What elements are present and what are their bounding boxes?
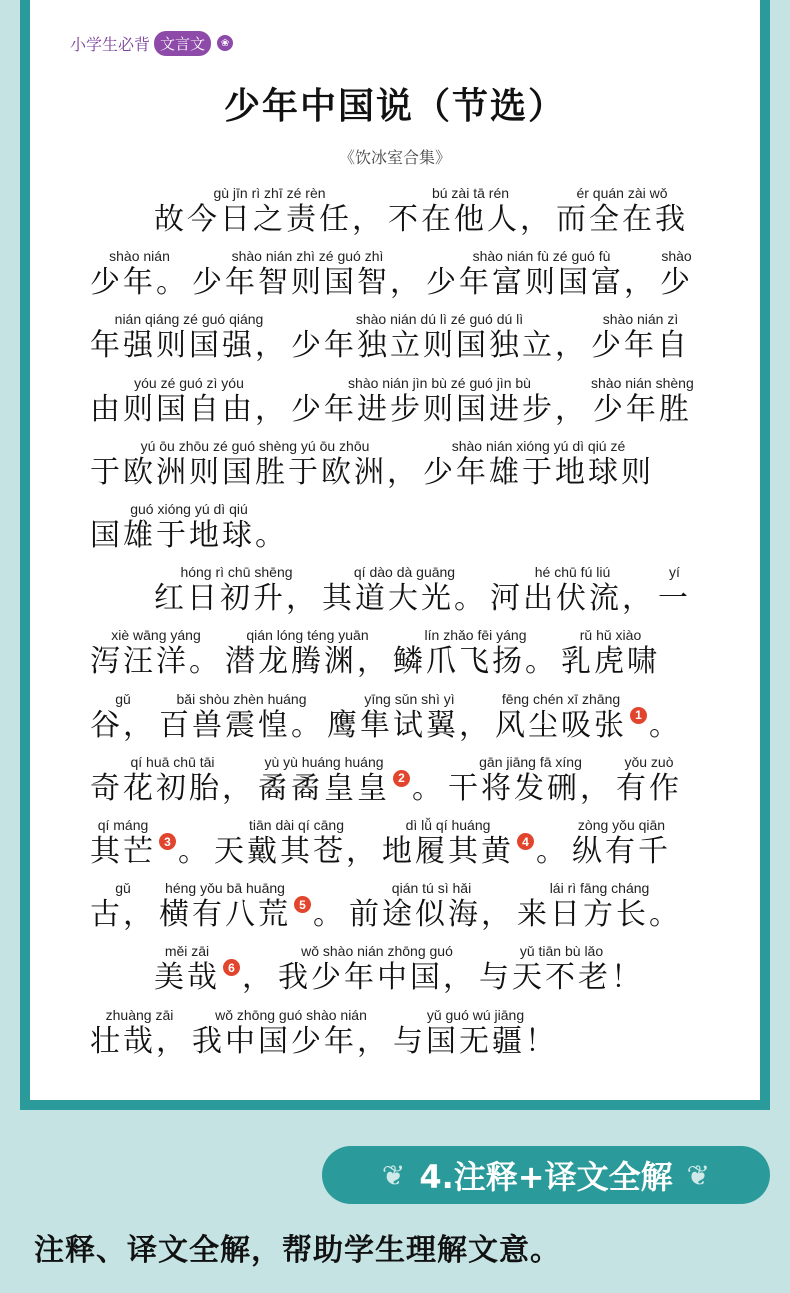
text-line — [90, 561, 690, 617]
phrase — [159, 879, 291, 933]
pinyin: dì lǚ qí huáng — [405, 817, 491, 833]
note-marker: 2 — [393, 770, 410, 787]
pinyin: qián tú sì hǎi — [391, 880, 472, 897]
pinyin: yú ōu zhōu zé guó shèng yú ōu zhōu — [140, 437, 370, 454]
pinyin: wǒ shào nián zhōng guó — [301, 943, 453, 960]
pinyin: tiān dài qí cāng — [249, 817, 344, 833]
hanzi: ， — [242, 960, 275, 996]
hanzi: 古， — [90, 897, 156, 933]
phrase — [154, 942, 220, 996]
hanzi: 鳞爪飞扬。 — [393, 644, 558, 680]
phrase — [561, 626, 660, 680]
page-panel — [30, 0, 760, 1100]
pinyin: yǒu zuò — [624, 753, 674, 770]
pinyin: ér quán zài wǒ — [576, 185, 668, 201]
hanzi: 横有八荒 — [159, 897, 291, 933]
hanzi: 故今日之责任， — [154, 202, 385, 237]
text-line — [90, 940, 690, 996]
hanzi: 少年雄于地球则 — [423, 454, 654, 490]
flower-icon: ❀ — [217, 35, 233, 51]
hanzi: 鹰隼试翼， — [327, 707, 492, 743]
hanzi: 少年胜 — [592, 391, 692, 427]
source-label: 《饮冰室合集》 — [338, 148, 451, 167]
hanzi: 与天不老！ — [479, 960, 644, 996]
hanzi: 前途似海， — [349, 897, 514, 933]
phrase — [192, 1006, 390, 1060]
pinyin: shào nián xióng yú dì qiú zé — [451, 437, 626, 454]
pinyin: qí dào dà guāng — [353, 564, 456, 581]
hanzi: 。 — [649, 707, 682, 743]
phrase — [178, 816, 211, 870]
phrase — [90, 437, 420, 491]
right-ornament-icon: ❦ — [686, 1158, 711, 1192]
phrase — [258, 753, 390, 807]
pinyin: bú zài tā rén — [431, 185, 510, 201]
hanzi: 少年进步则国进步， — [291, 391, 588, 427]
hanzi: 风尘吸张 — [495, 707, 627, 743]
pinyin: zòng yǒu qiān — [577, 817, 666, 833]
hanzi: 一 — [658, 581, 691, 617]
pinyin: qián lóng téng yuān — [246, 627, 369, 644]
pinyin: yǔ tiān bù lǎo — [519, 943, 604, 960]
hanzi: 少年富则国富， — [426, 265, 657, 301]
hanzi: 潜龙腾渊， — [225, 644, 390, 680]
pinyin: gǔ — [115, 880, 131, 897]
hanzi: 干将发硎， — [448, 770, 613, 806]
text-line — [90, 688, 690, 744]
pinyin: lín zhǎo fēi yáng — [424, 627, 527, 644]
hanzi: 泻汪洋。 — [90, 644, 222, 680]
phrase — [349, 879, 514, 933]
pinyin: shào nián zhì zé guó zhì — [231, 248, 384, 265]
hanzi: 奇花初胎， — [90, 770, 255, 806]
phrase — [90, 310, 288, 364]
hanzi: 我中国少年， — [192, 1023, 390, 1059]
phrase — [591, 374, 694, 428]
pinyin: hé chū fú liú — [534, 564, 611, 581]
note-marker: 1 — [630, 707, 647, 724]
pinyin: héng yǒu bā huāng — [165, 880, 285, 897]
hanzi: 少年独立则国独立， — [291, 328, 588, 364]
pinyin: shào nián dú lì zé guó dú lì — [355, 311, 524, 328]
hanzi: 。 — [536, 834, 569, 869]
hanzi: 有作 — [616, 770, 682, 806]
phrase — [426, 247, 657, 301]
phrase — [291, 310, 588, 364]
phrase — [660, 247, 693, 301]
text-line — [90, 877, 690, 933]
hanzi: 由则国自由， — [90, 391, 288, 427]
pinyin: shào nián shèng — [591, 374, 694, 391]
hanzi: 少年自 — [591, 328, 690, 364]
pinyin: yóu zé guó zì yóu — [134, 374, 244, 391]
hanzi: 纵有千 — [572, 834, 671, 869]
hanzi: 年强则国强， — [90, 328, 288, 364]
hanzi: 百兽震惶。 — [159, 707, 324, 743]
pinyin: qí máng — [97, 817, 149, 833]
hanzi: 河出伏流， — [490, 581, 655, 617]
pinyin: qí huā chū tāi — [130, 753, 215, 770]
phrase — [658, 563, 691, 617]
section-pill-text: 4.注释+译文全解 — [419, 1158, 673, 1196]
pinyin: měi zāi — [164, 943, 210, 960]
pinyin: rǔ hǔ xiào — [579, 627, 642, 644]
text-line — [90, 245, 693, 301]
phrase — [242, 942, 275, 996]
pinyin: yīng sǔn shì yì — [364, 690, 455, 707]
pinyin: shào nián zì — [602, 311, 679, 328]
phrase — [536, 816, 569, 870]
hanzi: 与国无疆！ — [393, 1023, 558, 1059]
text-line — [90, 372, 694, 428]
phrase — [412, 753, 445, 807]
phrase — [90, 690, 156, 744]
phrase — [649, 690, 682, 744]
content-card — [20, 0, 770, 1110]
pinyin: bǎi shòu zhèn huáng — [176, 690, 307, 707]
pinyin: gǔ — [115, 690, 131, 707]
hanzi: 地履其黄 — [382, 834, 514, 869]
hanzi: 少年。 — [90, 265, 189, 301]
phrase — [154, 184, 385, 238]
phrase — [313, 879, 346, 933]
pinyin: yù yù huáng huáng — [264, 753, 384, 770]
hanzi: 我少年中国， — [278, 960, 476, 996]
note-marker: 5 — [294, 896, 311, 913]
phrase — [388, 184, 553, 238]
phrase — [393, 626, 558, 680]
left-ornament-icon: ❦ — [381, 1158, 406, 1192]
note-marker: 6 — [223, 959, 240, 976]
phrase — [495, 690, 627, 744]
pinyin: lái rì fāng cháng — [549, 880, 650, 897]
pinyin: gù jīn rì zhī zé rèn — [213, 185, 326, 201]
phrase — [479, 942, 644, 996]
phrase — [291, 374, 588, 428]
hanzi: 。 — [313, 897, 346, 933]
hanzi: 。 — [178, 834, 211, 869]
text-line — [90, 498, 690, 554]
phrase — [214, 816, 379, 870]
pinyin: shào nián fù zé guó fù — [472, 248, 611, 265]
hanzi: 国雄于地球。 — [90, 518, 288, 553]
hanzi: 其道大光。 — [322, 581, 487, 617]
page-title: 少年中国说（节选） — [223, 85, 566, 127]
pinyin: yí — [669, 564, 680, 581]
text-line — [90, 624, 690, 680]
text-line — [90, 308, 690, 364]
phrase — [159, 690, 324, 744]
text-line — [90, 814, 690, 870]
phrase — [517, 879, 682, 933]
phrase — [90, 247, 189, 301]
pinyin: yǔ guó wú jiāng — [426, 1006, 525, 1023]
phrase — [90, 626, 222, 680]
hanzi: 少年智则国智， — [192, 265, 423, 301]
hanzi: 美哉 — [154, 960, 220, 996]
pinyin: nián qiáng zé guó qiáng — [114, 311, 264, 328]
phrase — [393, 1006, 558, 1060]
hanzi: 于欧洲则国胜于欧洲， — [90, 454, 420, 490]
phrase — [616, 753, 682, 807]
phrase — [556, 184, 688, 238]
note-marker: 4 — [517, 833, 534, 850]
hanzi: 乳虎啸 — [561, 644, 660, 680]
phrase — [90, 374, 288, 428]
phrase — [90, 879, 156, 933]
phrase — [278, 942, 476, 996]
text-line — [90, 1004, 690, 1060]
hanzi: 不在他人， — [388, 202, 553, 237]
hanzi: 壮哉， — [90, 1023, 189, 1059]
hanzi: 其芒 — [90, 834, 156, 869]
phrase — [382, 816, 514, 870]
text-line — [90, 435, 690, 491]
phrase — [90, 753, 255, 807]
phrase — [448, 753, 613, 807]
hanzi: 谷， — [90, 707, 156, 743]
section-pill — [322, 1146, 770, 1204]
hanzi: 天戴其苍， — [214, 834, 379, 869]
phrase — [90, 816, 156, 870]
phrase — [154, 563, 319, 617]
series-label — [70, 30, 233, 56]
pinyin: shào nián — [109, 248, 170, 265]
text-line — [90, 182, 690, 238]
pinyin: fēng chén xī zhāng — [501, 690, 621, 707]
pinyin: shào nián jìn bù zé guó jìn bù — [348, 374, 531, 391]
phrase — [572, 816, 671, 870]
pinyin: gān jiāng fā xíng — [479, 753, 582, 770]
hanzi: 红日初升， — [154, 581, 319, 617]
phrase — [192, 247, 423, 301]
phrase — [591, 310, 690, 364]
pinyin: shào — [661, 248, 692, 265]
hanzi: 而全在我 — [556, 202, 688, 237]
phrase — [327, 690, 492, 744]
phrase — [90, 1006, 189, 1060]
series-badge: 文言文 — [154, 31, 211, 56]
hanzi: 矞矞皇皇 — [258, 770, 390, 806]
hanzi: 少 — [660, 265, 693, 301]
series-prefix: 小学生必背 — [70, 34, 151, 54]
phrase — [423, 437, 654, 491]
note-marker: 3 — [159, 833, 176, 850]
phrase — [90, 500, 288, 554]
phrase — [490, 563, 655, 617]
phrase — [225, 626, 390, 680]
caption: 注释、译文全解，帮助学生理解文意。 — [34, 1233, 561, 1268]
pinyin: guó xióng yú dì qiú — [130, 501, 248, 517]
pinyin: wǒ zhōng guó shào nián — [215, 1006, 367, 1023]
phrase — [322, 563, 487, 617]
hanzi: 。 — [412, 770, 445, 806]
pinyin: xiè wāng yáng — [111, 627, 201, 644]
text-line — [90, 751, 690, 807]
hanzi: 来日方长。 — [517, 897, 682, 933]
pinyin: zhuàng zāi — [105, 1006, 174, 1023]
pinyin: hóng rì chū shēng — [180, 564, 293, 581]
